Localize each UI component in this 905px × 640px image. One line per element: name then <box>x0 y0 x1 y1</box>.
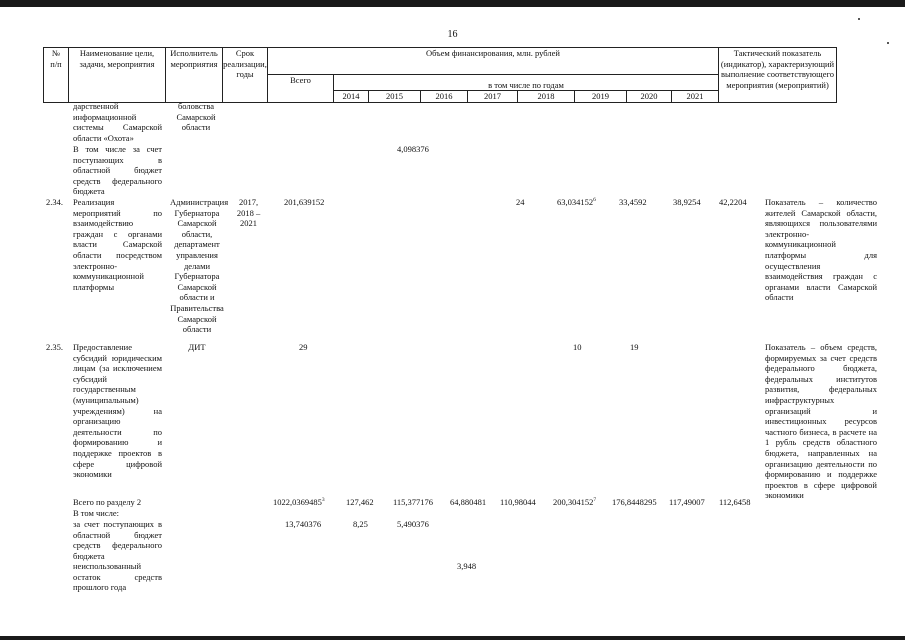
header-year: 2015 <box>369 91 421 103</box>
row-234-term: 2017, 2018 – 2021 <box>236 197 261 229</box>
totals-incl-label: В том числе: <box>73 508 119 518</box>
row-234-2019: 33,4592 <box>619 197 647 207</box>
row-234-num: 2.34. <box>46 197 63 207</box>
row-234-2021: 42,2204 <box>719 197 747 207</box>
header-year: 2016 <box>421 91 468 103</box>
row-235-name: Предоставление субсидий юридическим лицам (за исключением субсидий государственным (муниципальным) учреждениям) на организацию деятельности по формированию и поддержке проектов в сфере цифровой экономики <box>73 342 162 480</box>
totals-fed-label: за счет поступающих в областной бюджет средств федерального бюджета <box>73 519 162 561</box>
row-234-name: Реализация мероприятий по взаимодействию граждан с органами власти Самарской области посредством электронно-коммуникационной платформы <box>73 197 162 292</box>
header-name: Наименование цели, задачи, мероприятия <box>69 48 166 103</box>
row-235-indicator: Показатель – объем средств, формируемых за счет средств федерального бюджета, федеральных институтов развития, федеральных инфраструктурных организаций и инвестиционных ресурсов частного бизнеса, в расчете на 1 рубль средств областного бюджета, направленных на организацию деятельности по формированию и поддержке проектов в сфере цифровой экономики <box>765 342 877 501</box>
row-235-2019: 19 <box>630 342 639 352</box>
header-executor: Исполнитель мероприятия <box>166 48 223 103</box>
header-year: 2017 <box>468 91 518 103</box>
totals-total: 1022,0369485$^3$ <box>273 497 325 507</box>
continuation-name: дарственной информационной системы Самарской области «Охота» <box>73 101 162 143</box>
row-234-2018: 63,034152$^6$ <box>557 197 596 207</box>
totals-unused-2016: 3,948 <box>457 561 477 571</box>
header-year: 2014 <box>334 91 369 103</box>
row-234-total: 201,639152 <box>284 197 325 207</box>
totals-2020: 117,49007 <box>669 497 705 507</box>
totals-2017: 110,98044 <box>500 497 536 507</box>
header-year: 2021 <box>672 91 719 103</box>
row-234-2020: 38,9254 <box>673 197 701 207</box>
totals-2016: 64,880481 <box>450 497 487 507</box>
totals-fed-2015: 5,490376 <box>397 519 429 529</box>
page-number: 16 <box>447 29 458 40</box>
header-year: 2019 <box>575 91 627 103</box>
header-year: 2020 <box>627 91 672 103</box>
header-num: № п/п <box>44 48 69 103</box>
row-235-total: 29 <box>299 342 308 352</box>
totals-fed-2014: 8,25 <box>353 519 368 529</box>
continuation-sub-2015: 4,098376 <box>397 144 429 154</box>
header-by-years: в том числе по годам <box>334 75 719 91</box>
row-235-num: 2.35. <box>46 342 63 352</box>
header-term: Срок реализации, годы <box>223 48 268 103</box>
row-234-indicator: Показатель – количество жителей Самарской области, являющихся пользователями электронно-коммуникационной платформы для осуществления взаимодействия граждан с органами власти Самарской области <box>765 197 877 303</box>
totals-2018: 200,304152$^7$ <box>553 497 597 507</box>
totals-label: Всего по разделу 2 <box>73 497 142 507</box>
totals-2021: 112,6458 <box>719 497 751 507</box>
header-year: 2018 <box>518 91 575 103</box>
header-indicator: Тактический показатель (индикатор), характеризующий выполнение соответствующего мероприятия (мероприятий) <box>719 48 837 103</box>
continuation-executor: боловства Самарской области <box>176 101 216 133</box>
totals-2019: 176,8448295 <box>612 497 657 507</box>
row-235-executor: ДИТ <box>188 342 206 352</box>
row-235-2018: 10 <box>573 342 582 352</box>
totals-fed-total: 13,740376 <box>285 519 322 529</box>
header-funding: Объем финансирования, млн. рублей <box>268 48 719 75</box>
totals-unused-label: неиспользованный остаток средств прошлого года <box>73 561 162 593</box>
continuation-sub-label: В том числе за счет поступающих в областной бюджет средств федерального бюджета <box>73 144 162 197</box>
header-total: Всего <box>268 75 334 103</box>
row-234-executor: Администрация Губернатора Самарской области, департамент управления делами Губернатора Самарской области и Правительства Самарской области <box>170 197 229 335</box>
totals-2014: 127,462 <box>346 497 374 507</box>
row-234-2017: 24 <box>516 197 525 207</box>
totals-2015: 115,377176 <box>393 497 434 507</box>
